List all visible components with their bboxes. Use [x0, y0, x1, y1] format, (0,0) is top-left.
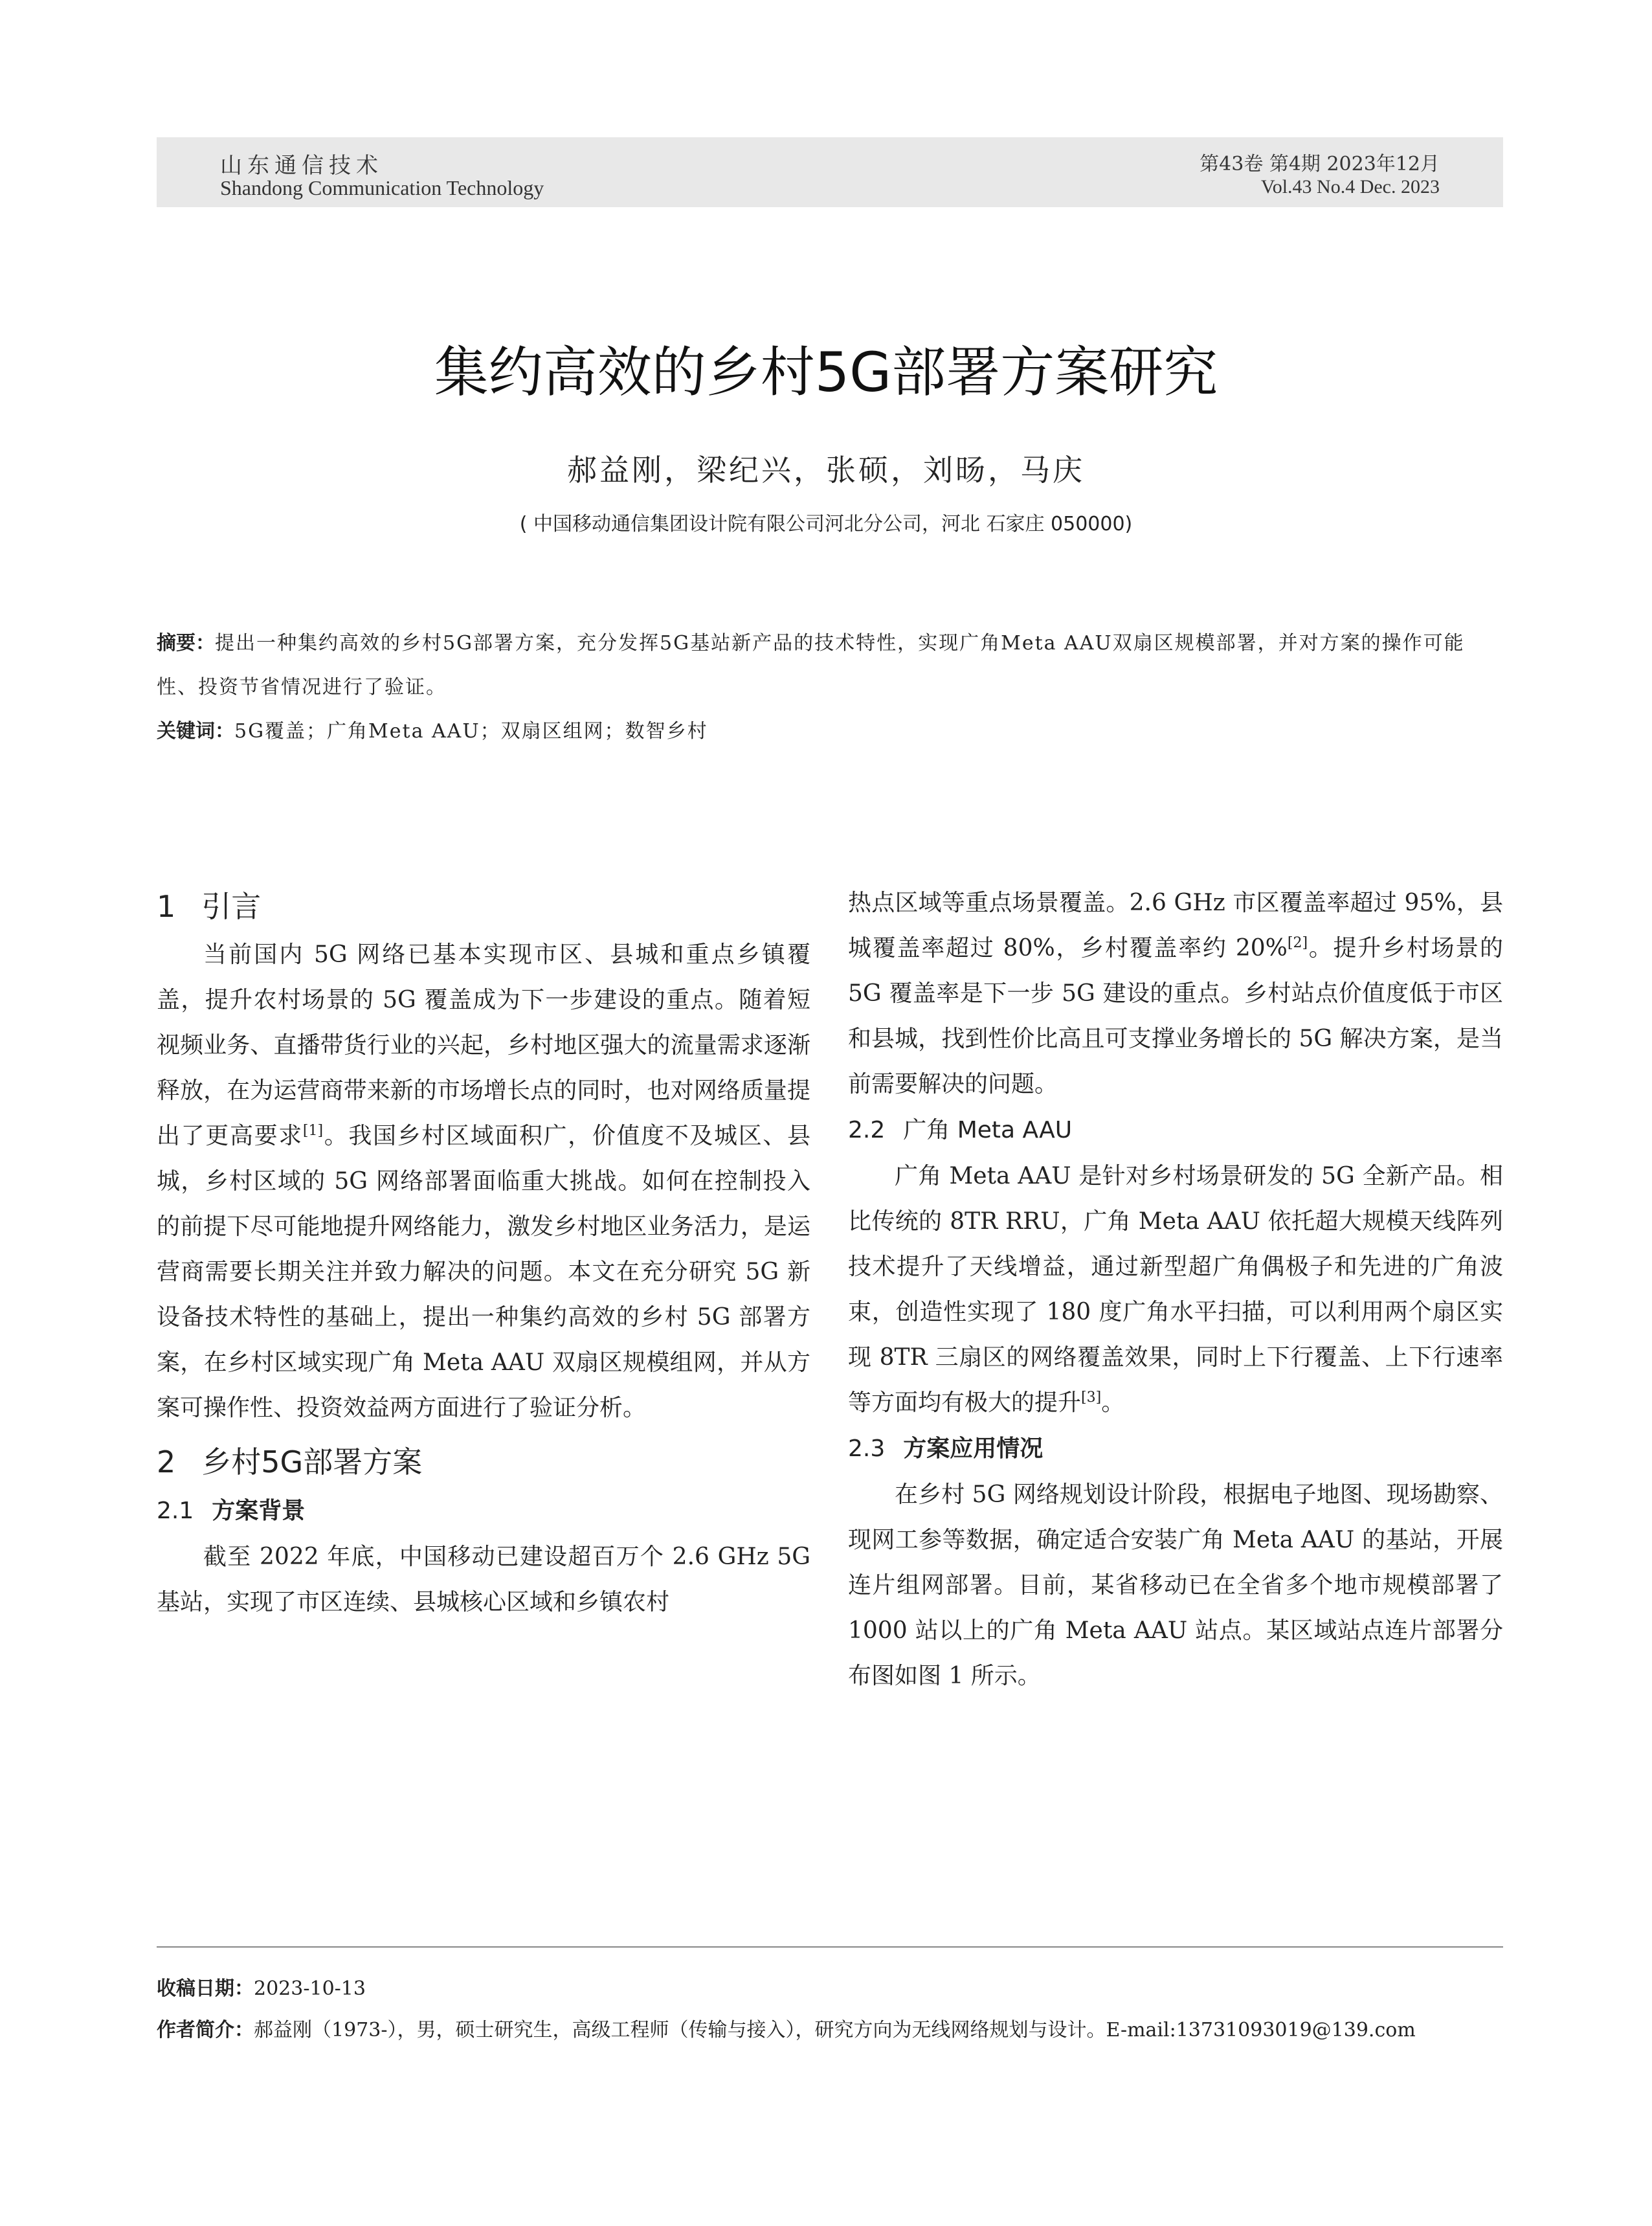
abstract-text: 提出一种集约高效的乡村5G部署方案，充分发挥5G基站新产品的技术特性，实现广角Meta AAU双扇区规模部署，并对方案的操作可能性、投资节省情况进行了验证。 [157, 632, 1465, 699]
issue-info-en: Vol.43 No.4 Dec. 2023 [1260, 176, 1440, 197]
meta-aau-text: 广角 Meta AAU 是针对乡村场景研发的 5G 全新产品。相比传统的 8TR RRU，广角 Meta AAU 依托超大规模天线阵列技术提升了天线增益，通过新型超广角偶极子和先进的广角波束，创造性实现了 180 度广角水平扫描，可以利用两个扇区实现 8TR 三扇区的网络覆盖效果，同时上下行覆盖、上下行速率等方面均有极大的提升 [848, 1163, 1503, 1416]
abstract-label: 摘要： [157, 632, 215, 655]
author-bio-line [157, 2014, 1503, 2042]
journal-name-en: Shandong Communication Technology [220, 176, 544, 199]
citation-2[interactable]: [2] [1287, 935, 1308, 951]
subsection-number: 2.2 [848, 1117, 886, 1143]
subsection-title: 方案背景 [212, 1498, 306, 1524]
intro-text-part2: 。我国乡村区域面积广，价值度不及城区、县城，乡村区域的 5G 网络部署面临重大挑战。如何在控制投入的前提下尽可能地提升网络能力，激发乡村地区业务活力，是运营商需要长期关注并致力解决的问题。本文在充分研究 5G 新设备技术特性的基础上，提出一种集约高效的乡村 5G 部署方案，在乡村区域实现广角 Meta AAU 双扇区规模组网，并从方案可操作性、投资效益两方面进行了验证分析。 [157, 1123, 810, 1421]
keywords-text: 5G覆盖；广角Meta AAU；双扇区组网；数智乡村 [234, 720, 708, 743]
issue-info-cn: 第43卷 第4期 2023年12月 [1200, 153, 1440, 175]
meta-aau-text-end: 。 [1101, 1389, 1125, 1416]
section-title: 乡村5G部署方案 [201, 1445, 423, 1479]
section-heading-2 [157, 1436, 810, 1488]
received-date-line [157, 1972, 1503, 2001]
paper-title: 集约高效的乡村5G部署方案研究 [434, 341, 1218, 404]
background-paragraph: 截至 2022 年底，中国移动已建设超百万个 2.6 GHz 5G 基站，实现了市区连续、县城核心区域和乡镇农村 [157, 1544, 810, 1615]
intro-paragraph [157, 932, 810, 1431]
subsection-number: 2.1 [157, 1498, 194, 1524]
background-paragraph-continued [848, 881, 1503, 1107]
footer-divider [157, 1946, 1503, 1948]
journal-name-cn: 山东通信技术 [220, 153, 383, 179]
author-list: 郝益刚，梁纪兴，张硕，刘旸，马庆 [567, 453, 1085, 488]
background-text-part2: 。提升乡村场景的 5G 覆盖率是下一步 5G 建设的重点。乡村站点价值度低于市区和县城，找到性价比高且可支撑业务增长的 5G 解决方案，是当前需要解决的问题。 [848, 935, 1503, 1097]
author-bio-text: 郝益刚（1973-），男，硕士研究生，高级工程师（传输与接入），研究方向为无线网络规划与设计。E-mail:13731093019@139.com [254, 2019, 1416, 2041]
meta-aau-paragraph [848, 1154, 1503, 1426]
section-heading-1 [157, 881, 810, 932]
keywords [157, 710, 1503, 754]
citation-1[interactable]: [1] [302, 1123, 324, 1139]
keywords-label: 关键词： [157, 720, 234, 743]
section-number: 1 [157, 889, 176, 924]
journal-header-band [157, 137, 1503, 207]
subsection-heading-2-1 [157, 1488, 810, 1535]
subsection-heading-2-3 [848, 1426, 1503, 1472]
background-text-part1: 热点区域等重点场景覆盖。2.6 GHz 市区覆盖率超过 95%，县城覆盖率超过 80%，乡村覆盖率约 20% [848, 890, 1503, 961]
section-title: 引言 [201, 889, 262, 924]
subsection-heading-2-2 [848, 1107, 1503, 1154]
subsection-number: 2.3 [848, 1435, 886, 1462]
abstract [157, 622, 1503, 710]
subsection-title: 方案应用情况 [903, 1435, 1044, 1462]
section-number: 2 [157, 1445, 176, 1479]
right-column [848, 881, 1503, 1699]
citation-3[interactable]: [3] [1081, 1389, 1102, 1406]
left-column [157, 881, 810, 1625]
intro-text-part1: 当前国内 5G 网络已基本实现市区、县城和重点乡镇覆盖，提升农村场景的 5G 覆盖成为下一步建设的重点。随着短视频业务、直播带货行业的兴起，乡村地区强大的流量需求逐渐释放，在为运营商带来新的市场增长点的同时，也对网络质量提出了更高要求 [157, 941, 810, 1149]
application-paragraph: 在乡村 5G 网络规划设计阶段，根据电子地图、现场勘察、现网工参等数据，确定适合安装广角 Meta AAU 的基站，开展连片组网部署。目前，某省移动已在全省多个地市规模部署了 1000 站以上的广角 Meta AAU 站点。某区域站点连片部署分布图如图 1 所示。 [848, 1481, 1503, 1689]
received-label: 收稿日期： [157, 1977, 254, 2000]
affiliation: ( 中国移动通信集团设计院有限公司河北分公司，河北 石家庄 050000) [519, 513, 1133, 535]
received-date: 2023-10-13 [254, 1977, 366, 2000]
subsection-title: 广角 Meta AAU [903, 1117, 1073, 1143]
author-bio-label: 作者简介： [157, 2019, 254, 2041]
